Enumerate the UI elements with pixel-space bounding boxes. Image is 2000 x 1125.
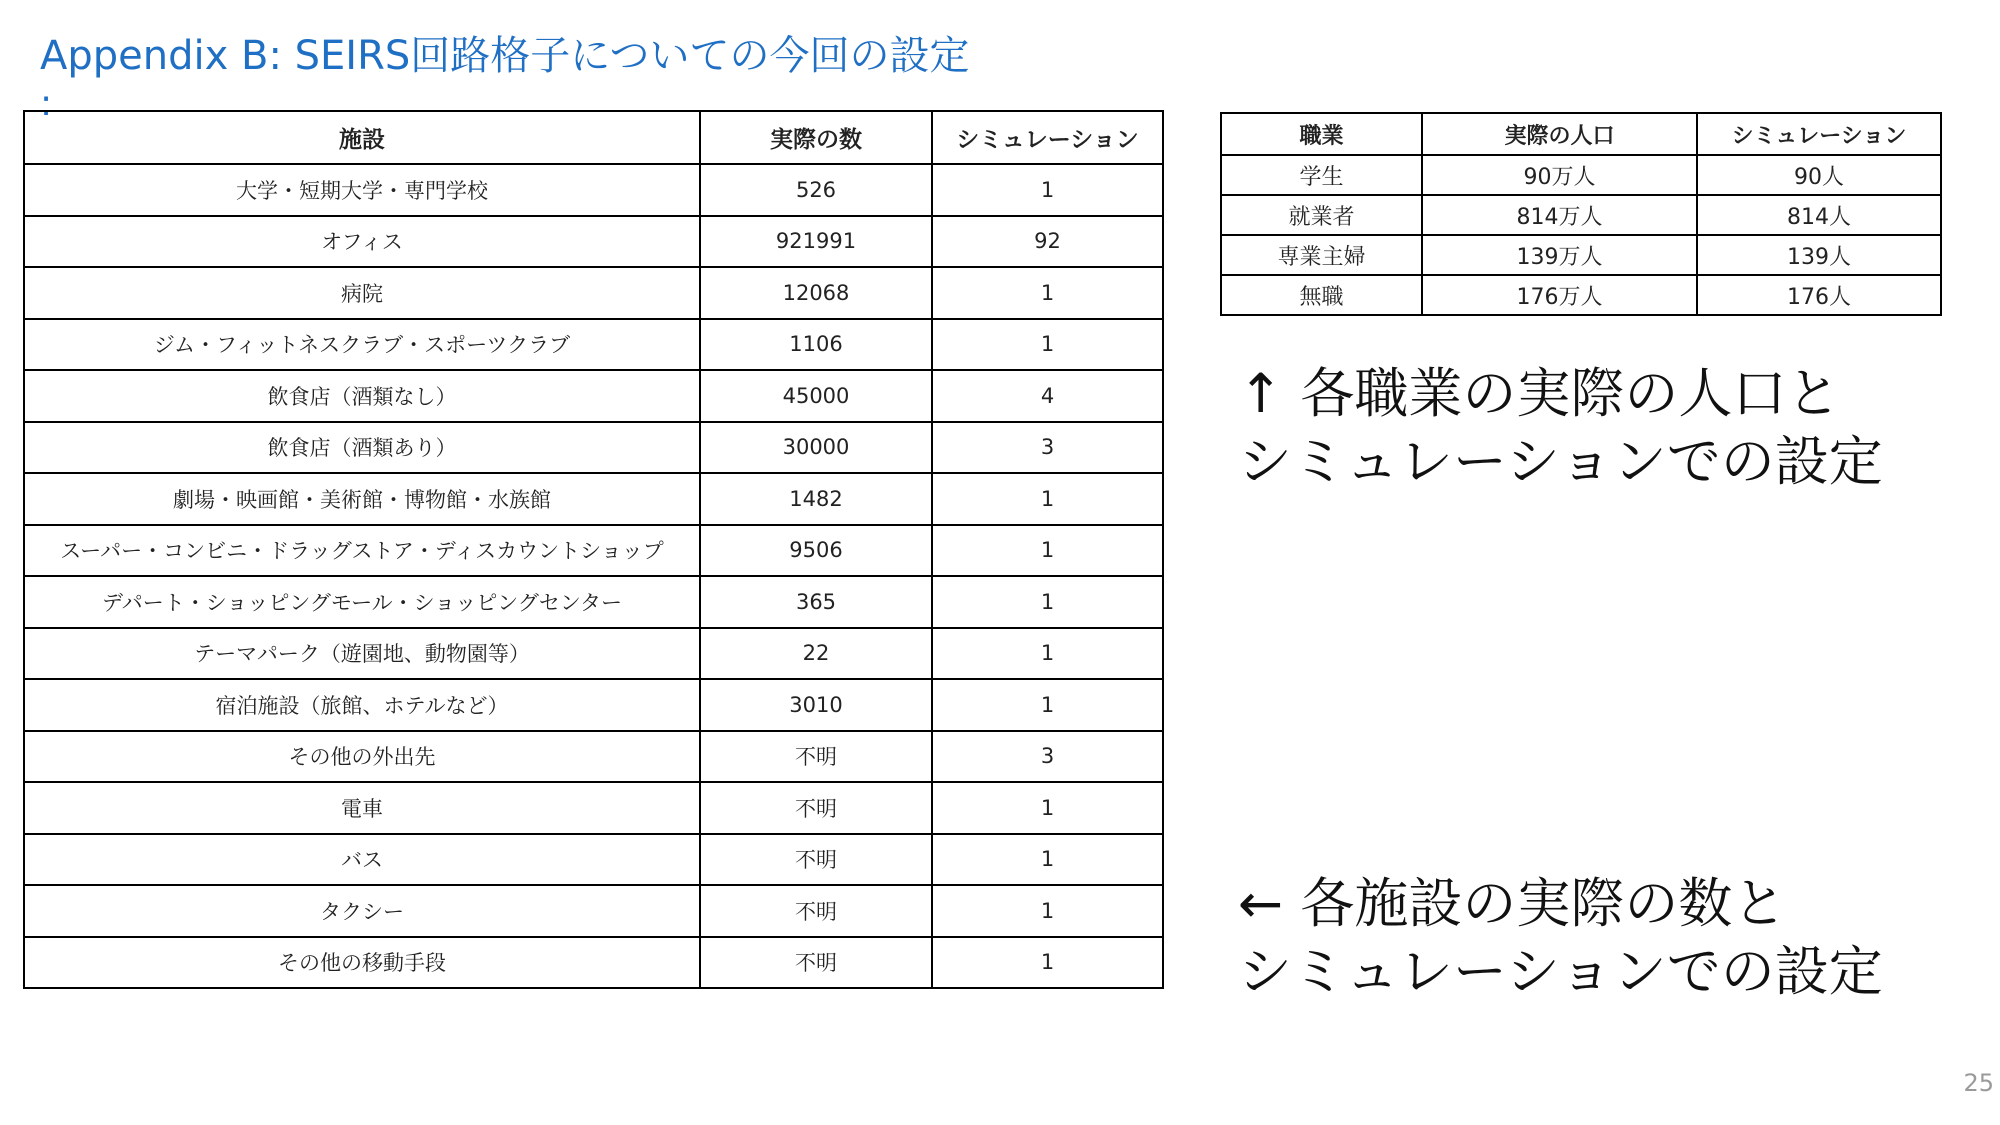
facility-sim-cell: 3 — [932, 731, 1163, 783]
occupation-sim-cell: 90人 — [1697, 155, 1941, 195]
facility-note-line-2: シミュレーションでの設定 — [1238, 940, 1883, 1003]
facility-sim-cell: 1 — [932, 937, 1163, 989]
facility-table — [23, 110, 1164, 989]
table-row — [24, 885, 1163, 937]
occupation-name-cell: 専業主婦 — [1221, 235, 1422, 275]
facility-name-cell: 飲食店（酒類あり） — [24, 422, 700, 474]
occupation-header-simulation: シミュレーション — [1697, 113, 1941, 155]
table-row — [24, 937, 1163, 989]
facility-actual-cell: 不明 — [700, 731, 932, 783]
facility-note-line-1: ← 各施設の実際の数と — [1238, 872, 1787, 935]
occupation-actual-cell: 814万人 — [1422, 195, 1697, 235]
occupation-sim-cell: 176人 — [1697, 275, 1941, 315]
table-row — [24, 731, 1163, 783]
table-row — [24, 782, 1163, 834]
table-row — [24, 422, 1163, 474]
facility-actual-cell: 不明 — [700, 885, 932, 937]
facility-name-cell: デパート・ショッピングモール・ショッピングセンター — [24, 576, 700, 628]
facility-sim-cell: 1 — [932, 782, 1163, 834]
facility-name-cell: 飲食店（酒類なし） — [24, 370, 700, 422]
facility-sim-cell: 1 — [932, 473, 1163, 525]
facility-actual-cell: 不明 — [700, 937, 932, 989]
facility-table-header-row — [24, 111, 1163, 164]
facility-name-cell: 電車 — [24, 782, 700, 834]
facility-sim-cell: 1 — [932, 267, 1163, 319]
occupation-name-cell: 学生 — [1221, 155, 1422, 195]
facility-actual-cell: 22 — [700, 628, 932, 680]
occupation-actual-cell: 90万人 — [1422, 155, 1697, 195]
facility-actual-cell: 45000 — [700, 370, 932, 422]
facility-sim-cell: 1 — [932, 885, 1163, 937]
facility-name-cell: バス — [24, 834, 700, 886]
table-row — [24, 319, 1163, 371]
facility-name-cell: その他の移動手段 — [24, 937, 700, 989]
facility-name-cell: その他の外出先 — [24, 731, 700, 783]
occupation-note-line-1: ↑ 各職業の実際の人口と — [1238, 362, 1841, 425]
occupation-header-job: 職業 — [1221, 113, 1422, 155]
facility-table-note — [1238, 870, 1883, 1006]
facility-header-simulation: シミュレーション — [932, 111, 1163, 164]
facility-actual-cell: 1482 — [700, 473, 932, 525]
page-number: 25 — [1963, 1069, 1994, 1097]
table-row — [1221, 195, 1941, 235]
title-suffix: : — [40, 83, 53, 124]
facility-sim-cell: 1 — [932, 525, 1163, 577]
occupation-table-note — [1238, 360, 1883, 496]
page-title: Appendix B: SEIRS回路格子についての今回の設定 — [40, 33, 970, 79]
facility-actual-cell: 526 — [700, 164, 932, 216]
table-row — [24, 679, 1163, 731]
occupation-name-cell: 就業者 — [1221, 195, 1422, 235]
occupation-actual-cell: 139万人 — [1422, 235, 1697, 275]
occupation-header-actual-population: 実際の人口 — [1422, 113, 1697, 155]
facility-name-cell: ジム・フィットネスクラブ・スポーツクラブ — [24, 319, 700, 371]
table-row — [1221, 235, 1941, 275]
facility-name-cell: オフィス — [24, 216, 700, 268]
table-row — [24, 576, 1163, 628]
facility-name-cell: 大学・短期大学・専門学校 — [24, 164, 700, 216]
table-row — [1221, 275, 1941, 315]
facility-name-cell: 宿泊施設（旅館、ホテルなど） — [24, 679, 700, 731]
table-row — [24, 267, 1163, 319]
facility-name-cell: 劇場・映画館・美術館・博物館・水族館 — [24, 473, 700, 525]
table-row — [24, 628, 1163, 680]
table-row — [24, 834, 1163, 886]
facility-header-actual-count: 実際の数 — [700, 111, 932, 164]
facility-sim-cell: 4 — [932, 370, 1163, 422]
facility-sim-cell: 1 — [932, 834, 1163, 886]
table-row — [24, 370, 1163, 422]
table-row — [1221, 155, 1941, 195]
occupation-name-cell: 無職 — [1221, 275, 1422, 315]
facility-actual-cell: 12068 — [700, 267, 932, 319]
facility-actual-cell: 1106 — [700, 319, 932, 371]
facility-actual-cell: 30000 — [700, 422, 932, 474]
facility-sim-cell: 1 — [932, 679, 1163, 731]
facility-sim-cell: 92 — [932, 216, 1163, 268]
facility-header-facility: 施設 — [24, 111, 700, 164]
table-row — [24, 216, 1163, 268]
facility-actual-cell: 不明 — [700, 834, 932, 886]
facility-name-cell: テーマパーク（遊園地、動物園等） — [24, 628, 700, 680]
occupation-note-line-2: シミュレーションでの設定 — [1238, 430, 1883, 493]
facility-name-cell: スーパー・コンビニ・ドラッグストア・ディスカウントショップ — [24, 525, 700, 577]
table-row — [24, 473, 1163, 525]
facility-actual-cell: 921991 — [700, 216, 932, 268]
facility-actual-cell: 9506 — [700, 525, 932, 577]
facility-name-cell: タクシー — [24, 885, 700, 937]
facility-sim-cell: 1 — [932, 628, 1163, 680]
facility-actual-cell: 3010 — [700, 679, 932, 731]
occupation-sim-cell: 814人 — [1697, 195, 1941, 235]
facility-sim-cell: 1 — [932, 164, 1163, 216]
occupation-sim-cell: 139人 — [1697, 235, 1941, 275]
facility-sim-cell: 1 — [932, 576, 1163, 628]
table-row — [24, 525, 1163, 577]
facility-sim-cell: 3 — [932, 422, 1163, 474]
facility-sim-cell: 1 — [932, 319, 1163, 371]
occupation-table-header-row — [1221, 113, 1941, 155]
facility-actual-cell: 365 — [700, 576, 932, 628]
occupation-actual-cell: 176万人 — [1422, 275, 1697, 315]
facility-actual-cell: 不明 — [700, 782, 932, 834]
facility-name-cell: 病院 — [24, 267, 700, 319]
table-row — [24, 164, 1163, 216]
occupation-table — [1220, 112, 1942, 316]
